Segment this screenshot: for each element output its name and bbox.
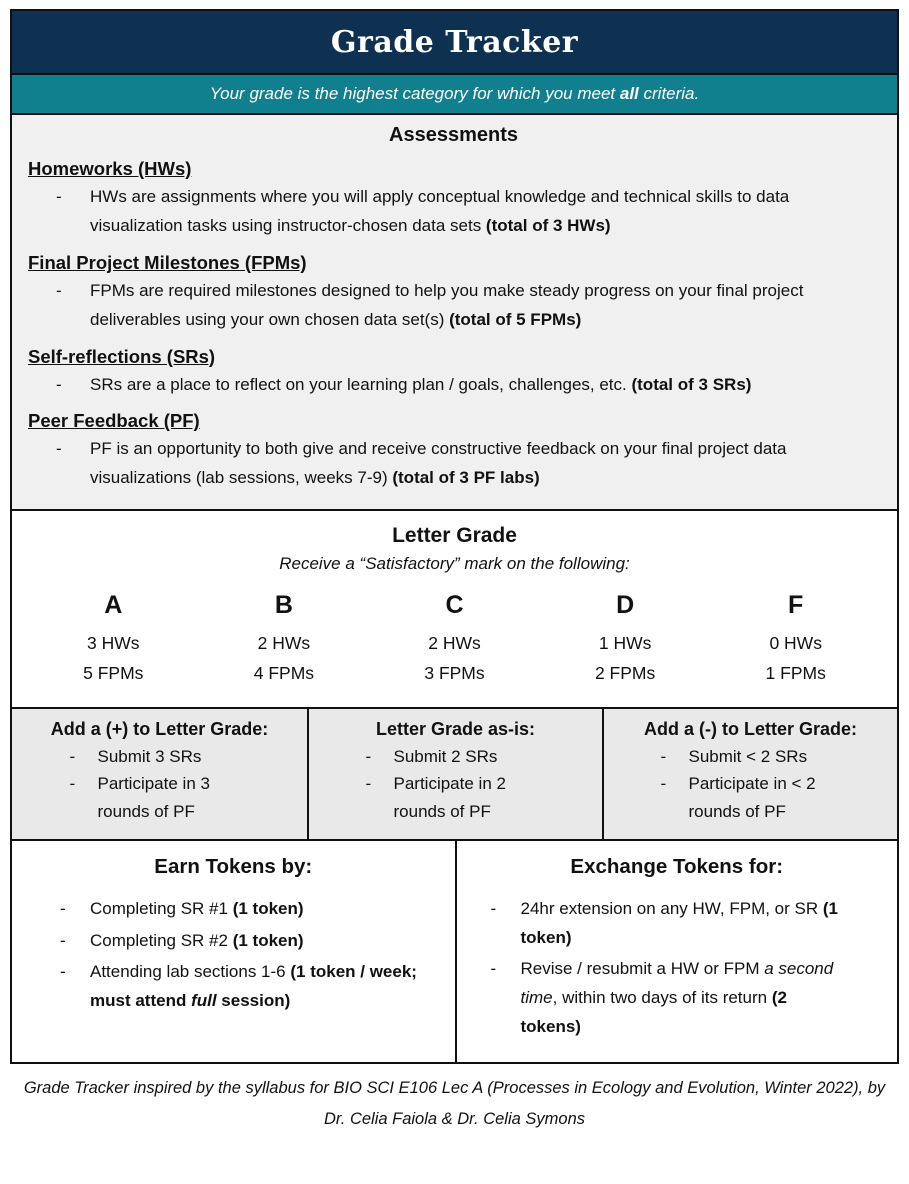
assessment-bullet-homeworks xyxy=(28,183,879,241)
grade-col-d xyxy=(540,591,711,689)
list-item: - Attending lab sections 1-6 (1 token / week; must attend full session) xyxy=(24,958,443,1015)
grade-hws: 0 HWs xyxy=(769,633,822,654)
grade-hws: 1 HWs xyxy=(598,633,652,654)
assessment-heading-homeworks: Homeworks (HWs) xyxy=(28,158,192,179)
bullet-text: - HWs are assignments where you will apply conceptual knowledge and technical skills to data visualization tasks using instructor-chosen data sets (total of 3 HWs) xyxy=(90,187,790,235)
grade-hws: 3 HWs xyxy=(87,633,140,654)
grade-letter: D xyxy=(616,591,635,620)
assessment-heading-srs: Self-reflections (SRs) xyxy=(28,345,216,367)
modifier-plus-column xyxy=(12,709,307,840)
list-item: - Participate in 2 rounds of PF xyxy=(366,770,546,825)
grade-letter: C xyxy=(445,591,464,620)
grade-letter: F xyxy=(788,591,804,620)
grade-letter: B xyxy=(274,591,293,620)
tagline-text: Your grade is the highest category for which you meet all criteria. xyxy=(209,84,700,103)
modifier-plus-list xyxy=(70,743,250,826)
letter-grade-title: Letter Grade xyxy=(392,524,517,548)
assessment-heading-fpms: Final Project Milestones (FPMs) xyxy=(28,251,307,273)
assessment-bullet-fpms xyxy=(28,277,879,335)
assessment-fpms xyxy=(28,252,879,335)
grade-fpms: 4 FPMs xyxy=(253,662,315,683)
list-item: - Revise / resubmit a HW or FPM a second time, within two days of its return (2 tokens) xyxy=(469,955,886,1041)
modifier-minus-title: Add a (-) to Letter Grade: xyxy=(643,718,857,739)
list-item: - Completing SR #2 (1 token) xyxy=(24,927,443,956)
page-title: Grade Tracker xyxy=(330,24,579,60)
assessment-pf xyxy=(28,410,879,493)
assessment-homeworks xyxy=(28,158,879,241)
list-item: - Submit < 2 SRs xyxy=(661,743,841,771)
bullet-text: - PF is an opportunity to both give and receive constructive feedback on your final project data visualizations (lab sessions, weeks 7-9) (total of 3 PF labs) xyxy=(90,439,787,488)
exchange-tokens-column xyxy=(455,841,898,1062)
bullet-text: - FPMs are required milestones designed to help you make steady progress on your final project deliverables using your own chosen data set(s) (total of 5 FPMs) xyxy=(90,280,804,329)
modifier-minus-column xyxy=(602,709,897,840)
grade-col-a xyxy=(28,591,199,689)
grade-col-f xyxy=(710,591,881,689)
list-item: - Submit 2 SRs xyxy=(366,743,546,771)
grade-tracker-document xyxy=(10,9,899,1064)
modifier-plus-title: Add a (+) to Letter Grade: xyxy=(50,718,269,739)
grade-fpms: 3 FPMs xyxy=(424,662,485,683)
grade-columns xyxy=(28,591,881,689)
grade-fpms: 5 FPMs xyxy=(83,662,144,683)
assessment-bullet-srs xyxy=(28,371,879,400)
assessment-bullet-pf xyxy=(28,435,879,493)
list-item: - Participate in < 2 rounds of PF xyxy=(661,770,841,825)
letter-grade-section xyxy=(12,511,897,709)
exchange-tokens-title: Exchange Tokens for: xyxy=(570,855,784,879)
assessment-heading-pf: Peer Feedback (PF) xyxy=(28,410,200,432)
list-item: - Submit 3 SRs xyxy=(70,743,250,771)
earn-tokens-column xyxy=(12,841,455,1062)
tokens-section xyxy=(12,841,897,1062)
bullet-text: - SRs are a place to reflect on your learning plan / goals, challenges, etc. (total of 3 SRs) xyxy=(90,374,752,394)
modifier-asis-column xyxy=(307,709,602,840)
earn-tokens-title: Earn Tokens by: xyxy=(154,855,313,879)
grade-fpms: 2 FPMs xyxy=(594,662,656,683)
modifier-minus-list xyxy=(661,743,841,826)
list-item: - Completing SR #1 (1 token) xyxy=(24,895,443,924)
tagline-bar xyxy=(12,75,897,115)
modifier-asis-list xyxy=(366,743,546,826)
grade-hws: 2 HWs xyxy=(428,633,481,654)
grade-fpms: 1 FPMs xyxy=(765,662,826,683)
grade-hws: 2 HWs xyxy=(257,633,311,654)
letter-grade-subtitle: Receive a “Satisfactory” mark on the following: xyxy=(279,554,630,574)
grade-col-b xyxy=(199,591,370,689)
assessment-srs xyxy=(28,346,879,400)
grade-modifiers-section xyxy=(12,709,897,842)
grade-letter: A xyxy=(104,591,123,620)
list-item: - Participate in 3 rounds of PF xyxy=(70,770,250,825)
modifier-asis-title: Letter Grade as-is: xyxy=(375,718,536,739)
grade-col-c xyxy=(369,591,540,689)
list-item: - 24hr extension on any HW, FPM, or SR (1 token) xyxy=(469,895,886,952)
title-bar xyxy=(12,11,897,75)
assessments-section xyxy=(12,115,897,511)
assessments-title: Assessments xyxy=(389,124,518,146)
attribution-caption: Grade Tracker inspired by the syllabus for BIO SCI E106 Lec A (Processes in Ecology and Evolution, Winter 2022), by Dr. Celia Faiola & Dr. Celia Symons xyxy=(23,1079,886,1129)
